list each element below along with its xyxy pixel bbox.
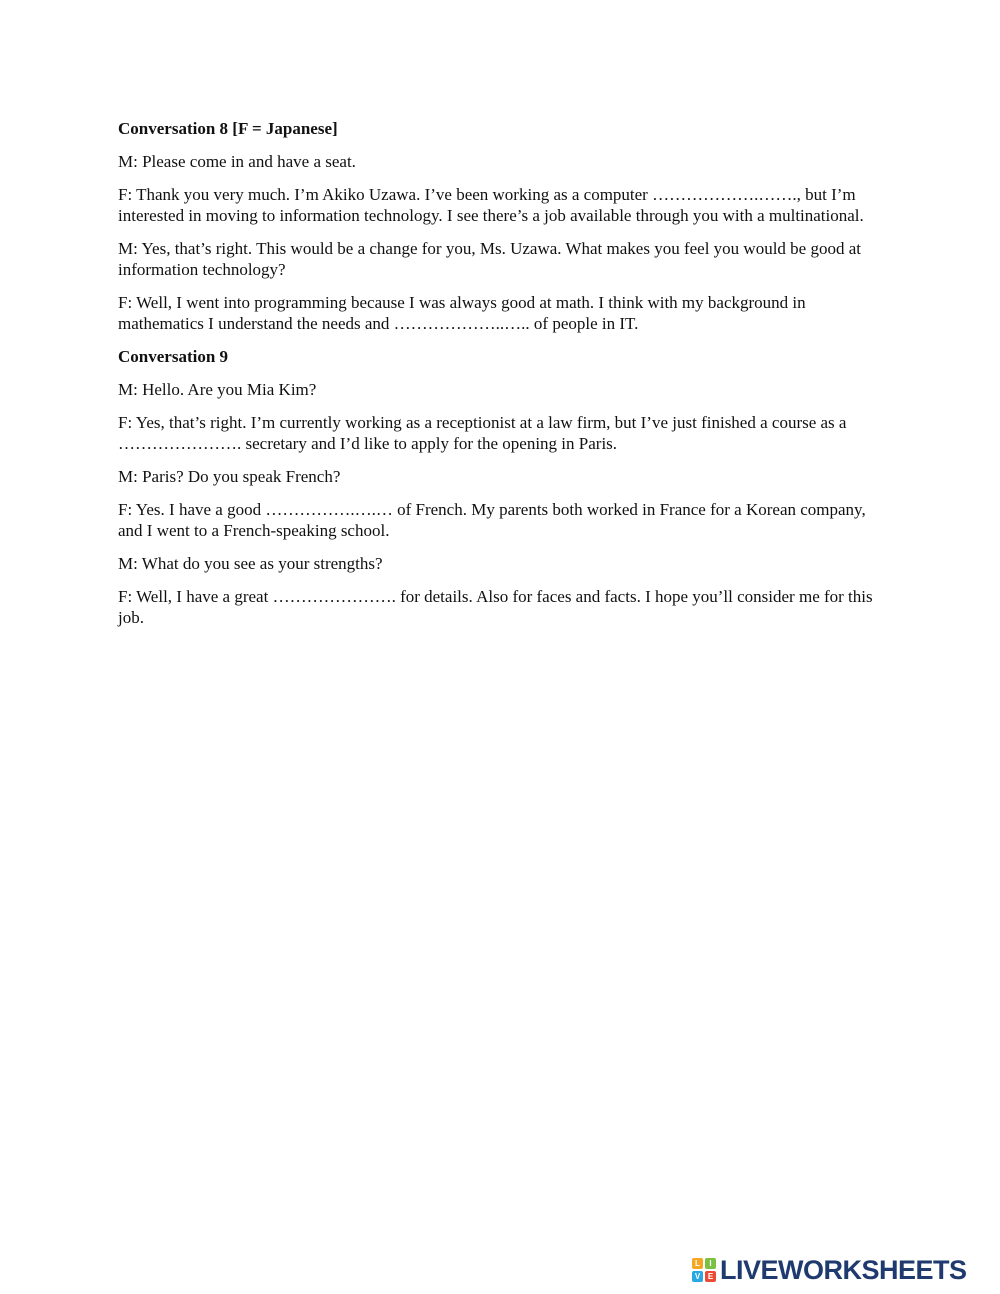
dialogue-line: M: Please come in and have a seat. <box>118 152 356 171</box>
logo-mark-v: V <box>692 1271 703 1282</box>
logo-mark-icon <box>692 1258 716 1282</box>
logo-text: LIVEWORKSHEETS <box>720 1255 967 1285</box>
liveworksheets-logo <box>692 1255 967 1285</box>
conversation-9-heading: Conversation 9 <box>118 347 229 366</box>
logo-mark-i: I <box>705 1258 716 1269</box>
dialogue-line: M: Paris? Do you speak French? <box>118 467 341 486</box>
dialogue-line: M: What do you see as your strengths? <box>118 554 383 573</box>
dialogue-line: F: Yes. I have a good …………….….… of French. My parents both worked in France for a Korean company, and I went to a French-speaking school. <box>118 500 866 540</box>
logo-mark-l: L <box>692 1258 703 1269</box>
conversation-9 <box>118 346 890 628</box>
dialogue-line: F: Yes, that’s right. I’m currently working as a receptionist at a law firm, but I’ve just finished a course as a …………………. secretary and I’d like to apply for the opening in Paris. <box>118 413 847 453</box>
dialogue-line: M: Hello. Are you Mia Kim? <box>118 380 317 399</box>
dialogue-line: F: Well, I went into programming because I was always good at math. I think with my background in mathematics I understand the needs and ………………..….. of people in IT. <box>118 293 806 333</box>
conversation-8-heading: Conversation 8 [F = Japanese] <box>118 119 338 138</box>
dialogue-line: F: Well, I have a great …………………. for details. Also for faces and facts. I hope you’ll consider me for this job. <box>118 587 873 627</box>
dialogue-line: F: Thank you very much. I’m Akiko Uzawa. I’ve been working as a computer ……………….……., but I’m interested in moving to information technology. I see there’s a job available through you with a multinational. <box>118 185 864 225</box>
logo-mark-e: E <box>705 1271 716 1282</box>
dialogue-line: M: Yes, that’s right. This would be a change for you, Ms. Uzawa. What makes you feel you would be good at information technology? <box>118 239 861 279</box>
worksheet-page <box>118 118 890 640</box>
conversation-8 <box>118 118 890 334</box>
